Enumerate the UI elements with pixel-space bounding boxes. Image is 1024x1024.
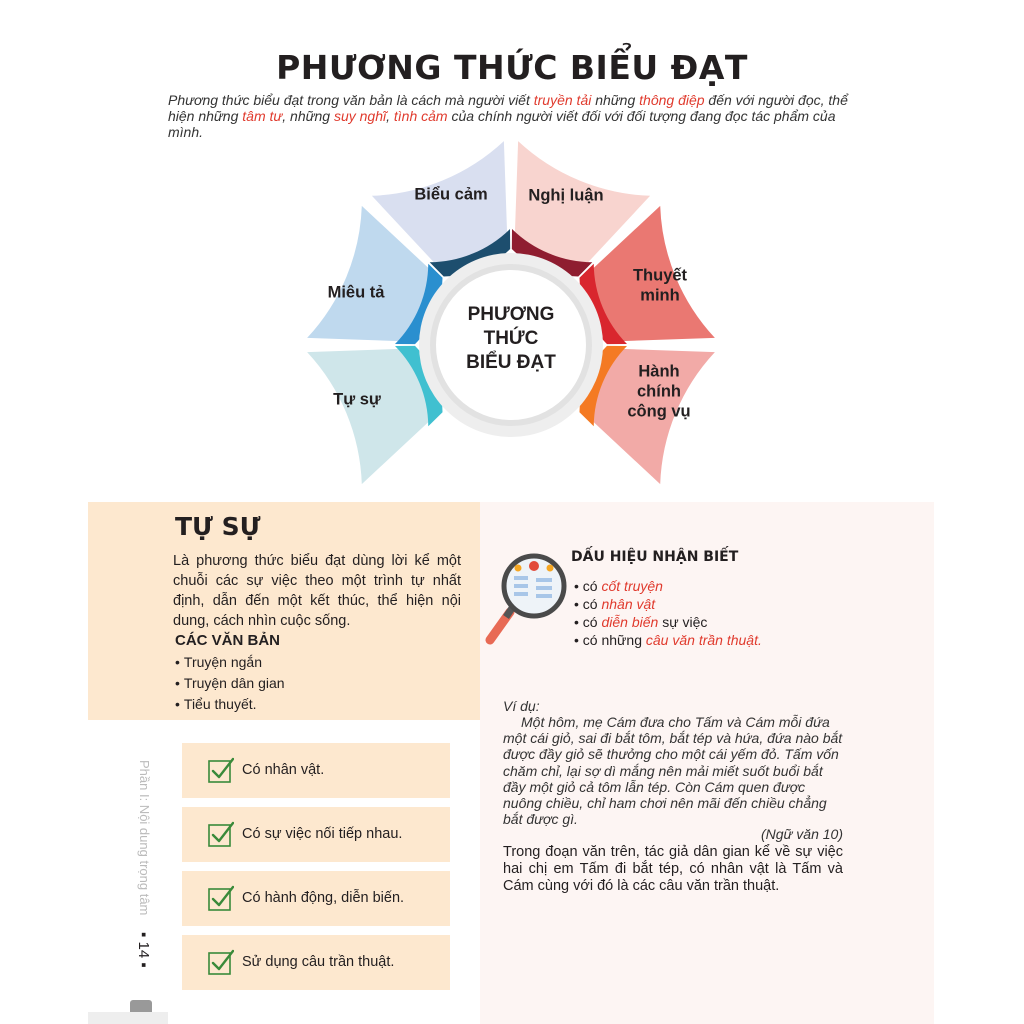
example-passage: Một hôm, mẹ Cám đưa cho Tấm và Cám mỗi đứa một cái giỏ, sai đi bắt tôm, bắt tép và hứa, đứa nào bắt được đầy giỏ sẽ thưởng cho một cái yếm đỏ. Tấm vốn chăm chỉ, lại sợ dì mắng nên mải miết suốt buổi bắt đầy một giỏ cả tôm lẫn tép. Còn Cám quen được nuông chiều, chỉ ham chơi nên mãi đến chiều chẳng bắt được gì. (503, 714, 843, 828)
intro-text: , những (282, 108, 334, 124)
sign-highlight: câu văn trần thuật. (645, 632, 762, 648)
text-types-heading: CÁC VĂN BẢN (175, 632, 280, 649)
page-number: ▪ 14 ▪ (135, 932, 152, 968)
list-item-label: Tiểu thuyết. (183, 696, 257, 712)
magnifier-icon (482, 550, 568, 650)
checkbox-checked-icon (208, 757, 234, 783)
center-label: PHƯƠNG (467, 304, 555, 326)
intro-highlight: suy nghĩ (333, 108, 387, 124)
intro-highlight: thông điệp (639, 92, 705, 108)
wheel-segment-label: minh (640, 286, 680, 305)
intro-text: Phương thức biểu đạt trong văn bản là cách mà người viết (168, 92, 534, 108)
center-label: THỨC (483, 328, 539, 350)
list-item-label: Truyện ngắn (183, 654, 262, 670)
sign-highlight: nhân vật (601, 596, 656, 612)
wheel-segment-label: Thuyết (632, 266, 688, 285)
sign-highlight: diễn biến (601, 614, 659, 630)
checklist-label: Có sự việc nối tiếp nhau. (242, 826, 403, 842)
wheel-segment-label: công vụ (627, 402, 691, 421)
list-item: • Tiểu thuyết. (175, 696, 257, 712)
text-types-list (175, 654, 285, 717)
example-source: (Ngữ văn 10) (760, 826, 843, 842)
wheel-segment-label: chính (637, 382, 681, 401)
wheel-segment-label: Biểu cảm (414, 185, 488, 204)
checkbox-checked-icon (208, 949, 234, 975)
checklist-item (182, 871, 450, 926)
sign-highlight: cốt truyện (601, 578, 663, 594)
list-item: • Truyện ngắn (175, 654, 262, 670)
list-item: • có cốt truyện (574, 578, 663, 594)
signs-heading: DẤU HIỆU NHẬN BIẾT (571, 549, 739, 565)
intro-highlight: tâm tư (242, 108, 283, 124)
tu-su-description: Là phương thức biểu đạt dùng lời kể một chuỗi các sự việc theo một trình tự nhất định, dẫn đến một kết thúc, thể hiện nội dung, cách nhìn cuộc sống. (173, 553, 461, 629)
list-item: • có những câu văn trần thuật. (574, 632, 762, 648)
intro-text: đến với người đọc, thể hiện những (168, 92, 848, 124)
wheel-segment-label: Nghị luận (528, 186, 604, 205)
checklist-label: Có hành động, diễn biến. (242, 890, 405, 906)
checkbox-checked-icon (208, 821, 234, 847)
center-label: BIỂU ĐẠT (466, 352, 556, 374)
list-item: • có nhân vật (574, 596, 656, 612)
intro-text: , (386, 108, 394, 124)
checklist-label: Sử dụng câu trần thuật. (242, 954, 395, 970)
tu-su-heading: TỰ SỰ (175, 512, 261, 541)
intro-text: của chính người viết đối với đối tượng đang đọc tác phẩm của mình. (168, 108, 836, 140)
checklist-item (182, 743, 450, 798)
list-item: • có diễn biến sự việc (574, 614, 708, 630)
example-label: Ví dụ: (503, 698, 540, 714)
example-conclusion: Trong đoạn văn trên, tác giả dân gian kể về sự việc hai chị em Tấm đi bắt tép, có nhân vật là Tấm và Cám cùng với đó là các câu văn trần thuật. (503, 844, 843, 894)
checklist-item (182, 807, 450, 862)
page-title: PHƯƠNG THỨC BIỂU ĐẠT (276, 48, 748, 87)
signs-list (574, 578, 762, 650)
wheel-segment-label: Hành (638, 362, 680, 381)
wheel-segment-label: Miêu tả (327, 283, 385, 302)
list-item: • Truyện dân gian (175, 675, 285, 691)
intro-text: những (591, 92, 640, 108)
checklist-item (182, 935, 450, 990)
expression-modes-diagram (0, 0, 1024, 500)
intro-highlight: truyền tải (533, 92, 592, 108)
list-item-label: Truyện dân gian (183, 675, 285, 691)
bottom-strip (88, 1012, 168, 1024)
checklist-label: Có nhân vật. (242, 762, 325, 778)
section-side-label: Phần I: Nội dung trọng tâm (137, 760, 152, 916)
intro-highlight: tình cảm (393, 108, 448, 124)
checkbox-checked-icon (208, 885, 234, 911)
wheel-segment-label: Tự sự (333, 390, 381, 409)
